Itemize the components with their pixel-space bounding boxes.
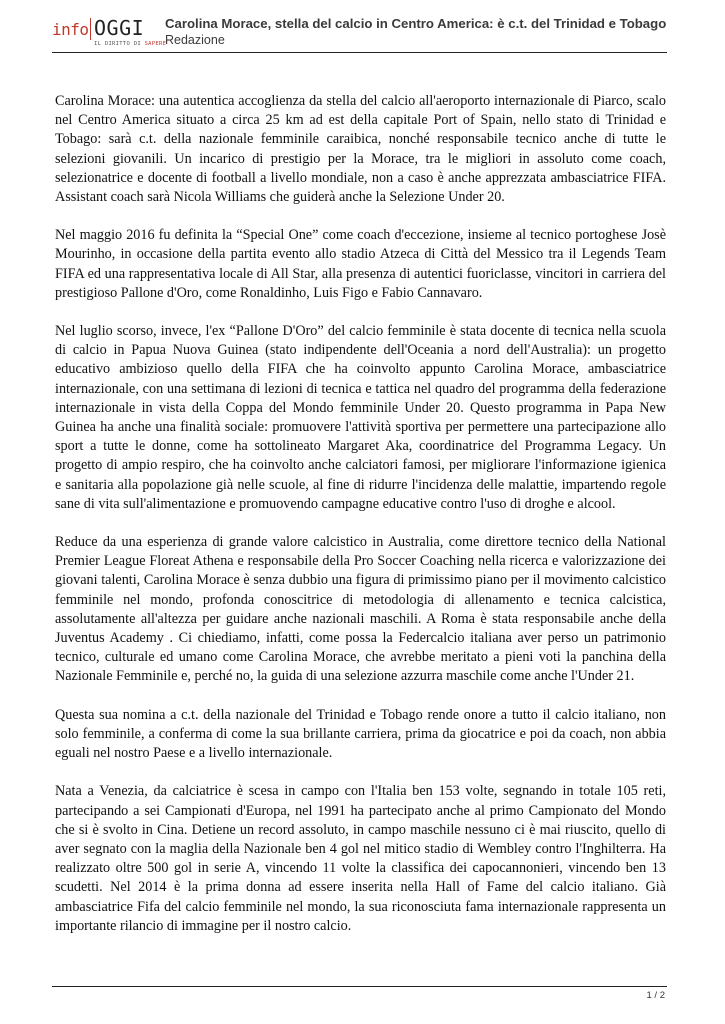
footer-divider [52,986,667,987]
infooggi-logo[interactable] [52,16,167,52]
article-paragraph: Reduce da una esperienza di grande valore calcistico in Australia, come direttore tecnico della National Premier League Floreat Athena e responsabile della Pro Soccer Coaching nella ricerca e valorizzazione dei giovani talenti, Carolina Morace è senza dubbio una figura di primissimo piano per il movimento calcistico femminile nel mondo, profonda conoscitrice di metodologia di allenamento e tecnica calcistica, assolutamente all'altezza per guidare anche nazionali maschili. A Roma è stata responsabile anche della Juventus Academy . Ci chiediamo, infatti, come possa la Federcalcio italiana aver perso un patrimonio tecnico, culturale ed umano come Carolina Morace, che avrebbe meritato a pieni voti la panchina della Nazionale Femminile e, perché no, la guida di una selezione azzurra maschile come anche l'Under 21. [55,534,666,685]
article-author: Redazione [165,33,225,47]
header-divider [52,52,667,53]
logo-tagline-a: IL DIRITTO DI [94,41,145,47]
logo-oggi-text: OGGI [94,16,145,40]
page-number: 1 / 2 [646,990,665,1001]
logo-info-text: info [52,20,89,39]
logo-tagline [94,41,166,47]
article-paragraph: Nel luglio scorso, invece, l'ex “Pallone D'Oro” del calcio femminile è stata docente di tecnica nella scuola di calcio in Papua Nuova Guinea (stato indipendente dell'Oceania a nord dell'Australia): un progetto educativo ambizioso quello della FIFA che ha coinvolto appunto Carolina Morace, ambasciatrice internazionale, con una settimana di lezioni di tecnica e tattica nel quadro del programma della federazione internazionale in vista della Coppa del Mondo femminile Under 20. Questo programma in Papa New Guinea ha anche una finalità sociale: promuovere l'attività sportiva per permettere una partecipazione allo sport a tutte le donne, come ha sottolineato Margaret Aka, coordinatrice del Programma Legacy. Un progetto di ampio respiro, che ha coinvolto anche calciatori famosi, per migliorare l'informazione igienica e sanitaria alla popolazione già nelle scuole, al fine di ridurre l'incidenza delle malattie, impartendo regole sane di vita sull'alimentazione e promuovendo campagne educative contro l'uso di droghe e alcool. [55,323,666,512]
article-paragraph: Nata a Venezia, da calciatrice è scesa in campo con l'Italia ben 153 volte, segnando in totale 105 reti, partecipando a sei Campionati d'Europa, nel 1991 ha partecipato anche al primo Campionato del Mondo che si è svolto in Cina. Detiene un record assoluto, in campo maschile nessuno ci è mai riuscito, quello di aver segnato con la maglia della Nazionale ben 4 gol nel mitico stadio di Wembley contro l'Inghilterra. Ha realizzato oltre 500 gol in serie A, vincendo 11 volte la classifica dei capocannonieri, vincendo ben 13 scudetti. Nel 2014 è la prima donna ad essere inserita nella Hall of Fame del calcio italiano. Già ambasciatrice Fifa del calcio femminile nel mondo, la sua riconosciuta fama internazionale rappresenta un importante rilancio di immagine per il nostro calcio. [55,783,666,934]
logo-divider [90,18,91,40]
article-paragraph: Carolina Morace: una autentica accoglienza da stella del calcio all'aeroporto internazionale di Piarco, scalo nel Centro America situato a circa 25 km ad est della capitale Port of Spain, nello stato di Trinidad e Tobago: sarà c.t. della nazionale femminile caraibica, nonché responsabile tecnico anche di tutte le selezioni giovanili. Un incarico di prestigio per la Morace, tra le migliori in assoluto come coach, selezionatrice e docente di football a livello mondiale, non a caso è anche apprezzata ambasciatrice FIFA. Assistant coach sarà Nicola Williams che guiderà anche la Selezione Under 20. [55,93,666,206]
article-paragraph: Questa sua nomina a c.t. della nazionale del Trinidad e Tobago rende onore a tutto il calcio italiano, non solo femminile, a conferma di come la sua brillante carriera, prima da giocatrice e poi da coach, non abbia eguali nel nostro Paese e a livello internazionale. [55,706,666,762]
article-body [55,92,666,955]
article-paragraph: Nel maggio 2016 fu definita la “Special One” come coach d'eccezione, insieme al tecnico portoghese Josè Mourinho, in occasione della partita evento allo stadio Atzeca di Città del Messico tra il Legends Team FIFA ed una rappresentativa locale di All Star, alla presenza di autentici fuoriclasse, vincitori in carriera del prestigioso Pallone d'Oro, come Ronaldinho, Luis Figo e Fabio Cannavaro. [55,227,666,301]
page-header [52,12,672,52]
logo-tagline-b: SAPERE [144,41,167,47]
article-title: Carolina Morace, stella del calcio in Centro America: è c.t. del Trinidad e Tobago [165,16,667,31]
